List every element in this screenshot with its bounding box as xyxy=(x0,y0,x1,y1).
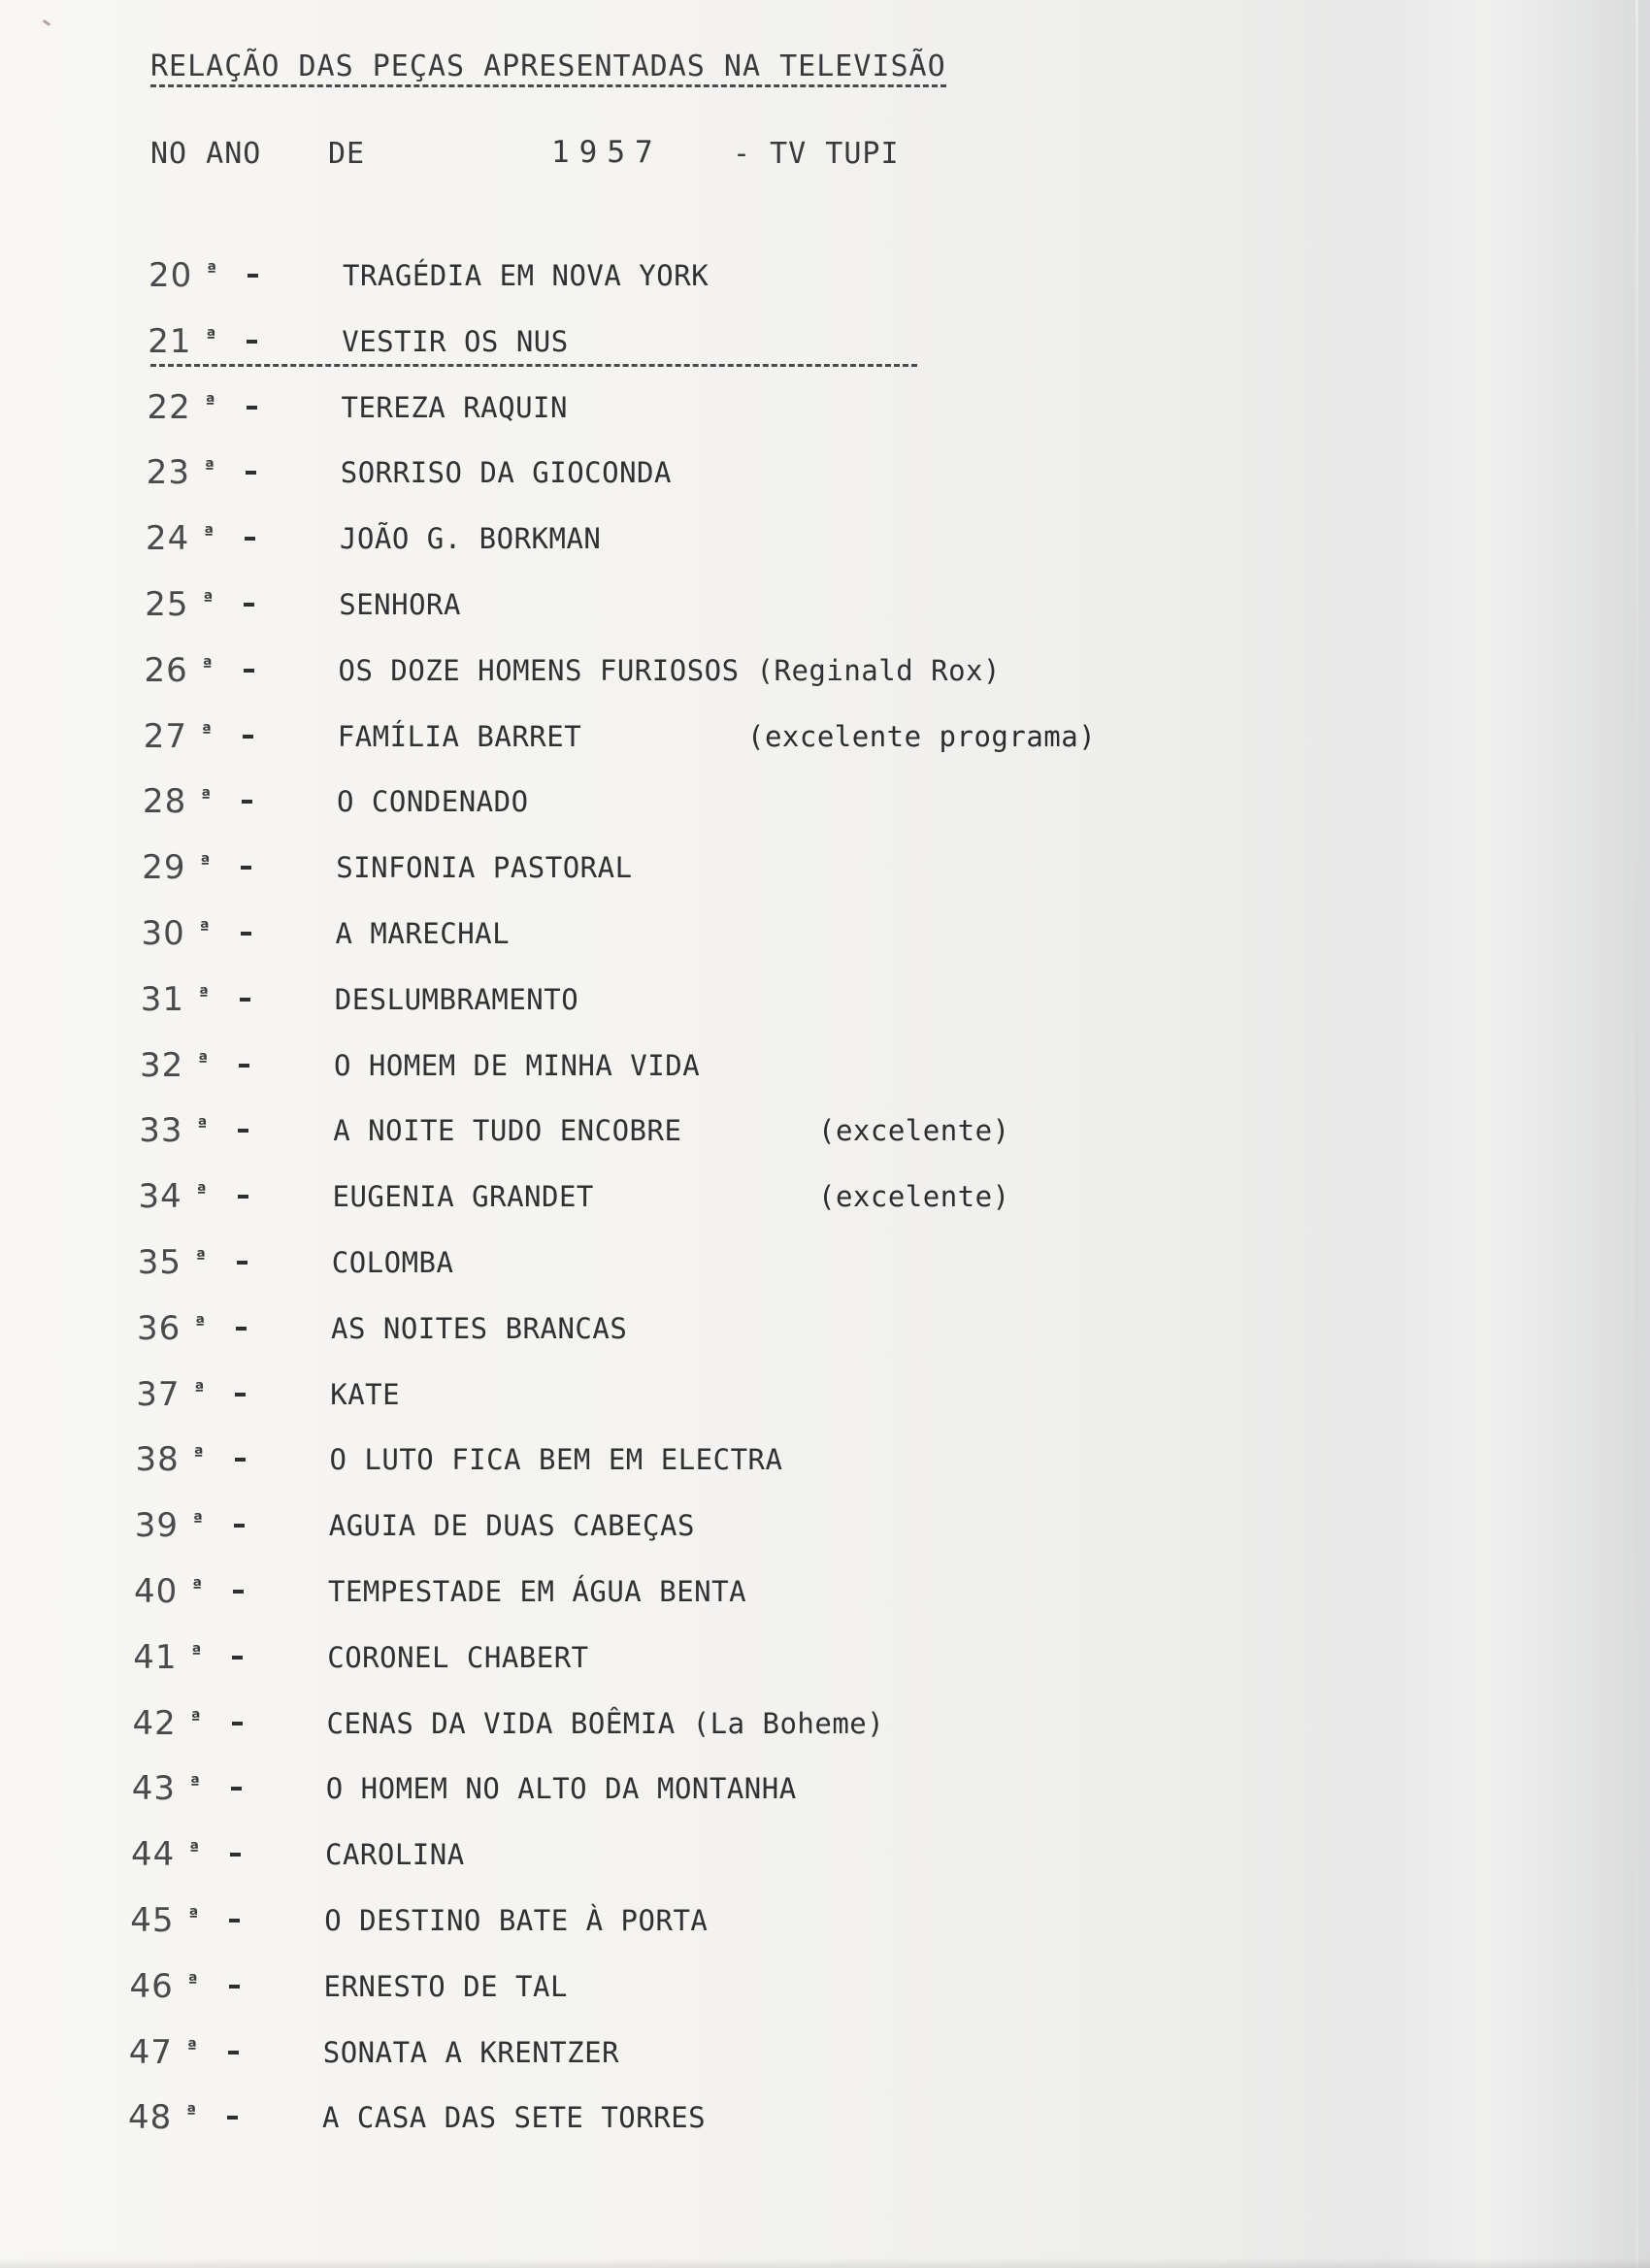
play-number: 43 xyxy=(131,1769,177,1809)
play-title: ERNESTO DE TAL xyxy=(323,1969,568,2003)
play-number: 23 xyxy=(146,453,191,493)
play-ordinal: ª xyxy=(200,852,211,873)
play-title: SORRISO DA GIOCONDA xyxy=(340,456,672,490)
list-item xyxy=(0,1636,1262,1679)
play-dash xyxy=(229,1985,240,1989)
play-note: (excelente) xyxy=(818,1180,1010,1214)
play-title: JOÃO G. BORKMAN xyxy=(340,522,602,556)
play-title: OS DOZE HOMENS FURIOSOS (Reginald Rox) xyxy=(338,653,1001,687)
list-item xyxy=(0,1899,1262,1942)
play-ordinal: ª xyxy=(196,1181,207,1202)
play-dash xyxy=(238,1129,248,1133)
play-ordinal: ª xyxy=(190,1707,201,1728)
play-dash xyxy=(232,1656,243,1660)
play-dash xyxy=(244,669,254,673)
play-number: 27 xyxy=(143,716,188,756)
play-ordinal: ª xyxy=(201,786,212,807)
list-item xyxy=(0,1438,1262,1481)
play-note: (excelente programa) xyxy=(747,719,1097,753)
play-ordinal: ª xyxy=(193,1444,204,1465)
play-dash xyxy=(229,1919,240,1923)
play-title: A MARECHAL xyxy=(335,917,511,950)
list-item xyxy=(0,780,1262,823)
play-dash xyxy=(236,1327,247,1331)
ink-mark xyxy=(43,19,50,26)
list-item xyxy=(0,320,1262,363)
play-title: TEMPESTADE EM ÁGUA BENTA xyxy=(328,1575,747,1608)
play-title: O CONDENADO xyxy=(337,785,529,819)
play-ordinal: ª xyxy=(198,983,209,1004)
play-ordinal: ª xyxy=(207,260,217,280)
heading-no-ano: NO ANO xyxy=(150,137,262,171)
play-ordinal: ª xyxy=(195,1247,206,1267)
play-dash xyxy=(235,1458,246,1462)
heading-year: 1957 xyxy=(551,135,663,170)
list-item xyxy=(0,1109,1262,1152)
play-title: TEREZA RAQUIN xyxy=(341,390,568,424)
play-ordinal: ª xyxy=(204,523,214,544)
play-number: 22 xyxy=(147,387,191,427)
play-ordinal: ª xyxy=(189,1773,200,1794)
play-number: 45 xyxy=(130,1901,175,1940)
play-dash xyxy=(240,998,250,1002)
play-number: 42 xyxy=(132,1703,177,1743)
play-title: A CASA DAS SETE TORRES xyxy=(322,2101,707,2135)
play-ordinal: ª xyxy=(194,1378,205,1399)
play-dash xyxy=(234,1524,245,1528)
play-title: O HOMEM NO ALTO DA MONTANHA xyxy=(325,1772,797,1806)
list-item xyxy=(0,2096,1262,2139)
play-ordinal: ª xyxy=(202,654,213,675)
play-title: TRAGÉDIA EM NOVA YORK xyxy=(343,259,710,292)
play-title: EUGENIA GRANDET xyxy=(332,1180,594,1214)
play-number: 30 xyxy=(141,914,185,953)
list-item xyxy=(0,1833,1262,1876)
play-number: 46 xyxy=(129,1966,174,2006)
play-ordinal: ª xyxy=(205,391,215,412)
list-item xyxy=(0,254,1262,297)
play-number: 25 xyxy=(145,585,189,624)
play-number: 41 xyxy=(133,1637,178,1677)
play-dash xyxy=(247,406,257,410)
play-number: 28 xyxy=(143,782,187,822)
play-title: KATE xyxy=(330,1377,401,1411)
play-number: 24 xyxy=(146,519,190,559)
play-number: 36 xyxy=(137,1308,182,1348)
play-number: 20 xyxy=(148,256,193,295)
play-number: 47 xyxy=(128,2032,174,2072)
play-number: 21 xyxy=(148,321,192,361)
play-ordinal: ª xyxy=(189,1839,200,1860)
list-item xyxy=(0,1241,1262,1284)
play-dash xyxy=(241,932,251,936)
list-item xyxy=(0,846,1262,889)
play-title: COLOMBA xyxy=(331,1246,454,1279)
play-ordinal: ª xyxy=(191,1641,202,1662)
play-number: 35 xyxy=(137,1243,182,1282)
list-item xyxy=(0,1965,1262,2008)
list-item xyxy=(0,912,1262,955)
play-dash xyxy=(232,1722,243,1726)
play-number: 37 xyxy=(136,1374,181,1414)
play-dash xyxy=(242,800,252,804)
play-dash xyxy=(247,340,257,344)
list-item xyxy=(0,1044,1262,1087)
list-item xyxy=(0,1373,1262,1416)
play-note: (excelente) xyxy=(818,1114,1010,1148)
play-title: DESLUMBRAMENTO xyxy=(334,982,579,1016)
play-number: 38 xyxy=(135,1440,180,1480)
play-number: 34 xyxy=(138,1177,182,1217)
play-title: FAMÍLIA BARRET xyxy=(337,719,582,753)
play-title: SENHORA xyxy=(339,588,461,621)
list-item xyxy=(0,1504,1262,1547)
play-ordinal: ª xyxy=(186,2102,197,2123)
play-title: CENAS DA VIDA BOÊMIA (La Boheme) xyxy=(326,1706,885,1740)
play-title: AGUIA DE DUAS CABEÇAS xyxy=(328,1509,695,1543)
play-number: 44 xyxy=(131,1835,176,1875)
heading-tv-channel: - TV TUPI xyxy=(733,137,900,171)
play-dash xyxy=(237,1261,248,1265)
list-item xyxy=(0,1570,1262,1613)
list-item xyxy=(0,978,1262,1021)
play-dash xyxy=(243,735,253,739)
play-number: 39 xyxy=(134,1506,180,1546)
list-item xyxy=(0,2031,1262,2074)
play-title: CAROLINA xyxy=(325,1838,465,1872)
play-ordinal: ª xyxy=(201,720,212,741)
play-title: SONATA A KRENTZER xyxy=(322,2035,620,2069)
play-ordinal: ª xyxy=(197,1115,208,1136)
play-ordinal: ª xyxy=(188,1905,199,1925)
play-number: 29 xyxy=(142,848,186,888)
play-ordinal: ª xyxy=(192,1510,203,1531)
play-title: AS NOITES BRANCAS xyxy=(331,1311,628,1345)
play-title: O LUTO FICA BEM EM ELECTRA xyxy=(329,1443,783,1477)
play-ordinal: ª xyxy=(206,325,216,346)
play-dash xyxy=(227,2116,238,2120)
play-number: 26 xyxy=(144,650,188,690)
play-title: SINFONIA PASTORAL xyxy=(336,851,633,885)
list-item xyxy=(0,1702,1262,1745)
play-title: CORONEL CHABERT xyxy=(327,1640,589,1674)
list-item xyxy=(0,1767,1262,1810)
play-title: A NOITE TUDO ENCOBRE xyxy=(333,1114,682,1148)
list-item xyxy=(0,649,1262,692)
play-dash xyxy=(245,537,255,541)
list-item xyxy=(0,1307,1262,1350)
list-item xyxy=(0,1175,1262,1218)
play-number: 40 xyxy=(134,1572,179,1611)
play-dash xyxy=(244,603,254,607)
play-number: 32 xyxy=(140,1045,184,1085)
play-ordinal: ª xyxy=(204,457,214,478)
play-ordinal: ª xyxy=(195,1312,206,1333)
list-item xyxy=(0,715,1262,758)
play-title: VESTIR OS NUS xyxy=(342,324,569,358)
play-dash xyxy=(231,1787,242,1791)
page-edge-shadow xyxy=(1635,0,1638,2268)
play-number: 33 xyxy=(139,1111,183,1151)
play-ordinal: ª xyxy=(203,589,214,609)
heading-de: DE xyxy=(328,137,366,171)
play-ordinal: ª xyxy=(186,2036,197,2057)
play-ordinal: ª xyxy=(192,1576,203,1596)
list-item xyxy=(0,386,1262,429)
play-dash xyxy=(233,1590,244,1594)
play-dash xyxy=(235,1393,246,1397)
play-dash xyxy=(230,1853,241,1857)
document-heading: RELAÇÃO DAS PEÇAS APRESENTADAS NA TELEVISÃO xyxy=(150,50,946,87)
play-number: 48 xyxy=(128,2098,173,2138)
list-item xyxy=(0,517,1262,560)
list-item xyxy=(0,583,1262,626)
play-ordinal: ª xyxy=(198,1049,209,1070)
play-title: O DESTINO BATE À PORTA xyxy=(324,1904,709,1937)
play-dash xyxy=(239,1064,249,1068)
play-title: O HOMEM DE MINHA VIDA xyxy=(334,1048,701,1082)
play-dash xyxy=(241,866,251,870)
play-dash xyxy=(238,1195,248,1199)
play-dash xyxy=(228,2051,239,2054)
play-ordinal: ª xyxy=(199,918,210,938)
list-item xyxy=(0,451,1262,494)
play-dash xyxy=(246,471,256,475)
play-ordinal: ª xyxy=(187,1970,198,1991)
play-number: 31 xyxy=(140,979,185,1019)
play-dash xyxy=(248,274,258,278)
